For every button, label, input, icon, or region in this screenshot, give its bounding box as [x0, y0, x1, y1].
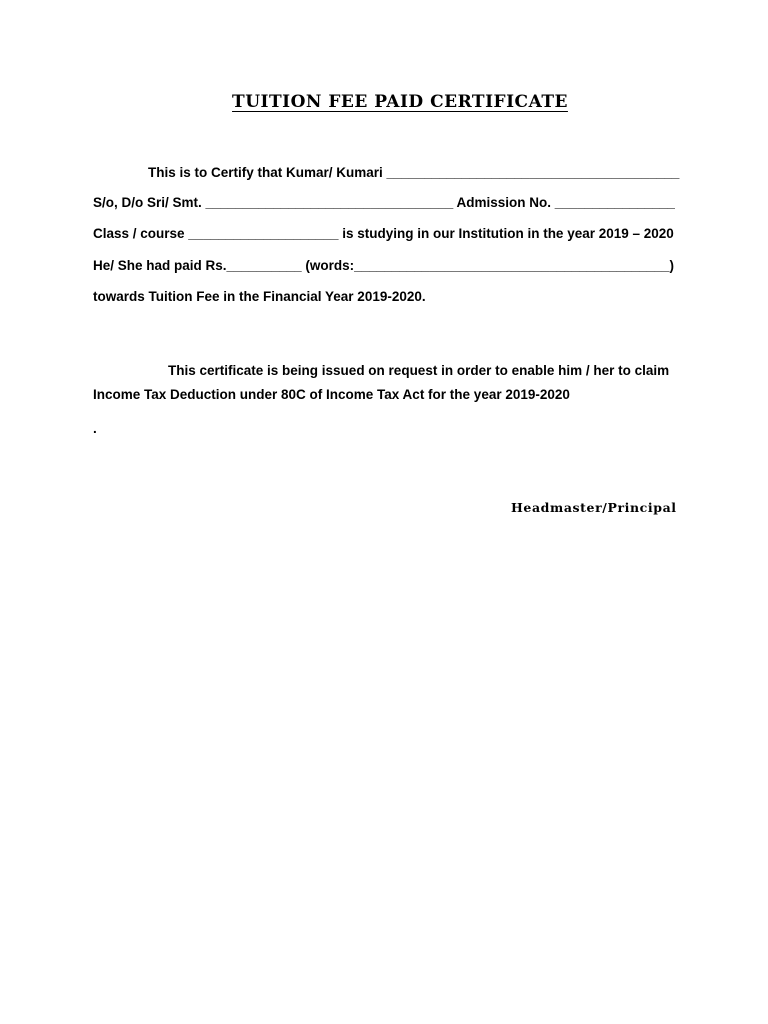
purpose-line-1: This certificate is being issued on request in order to enable him / her to claim	[168, 363, 670, 378]
financial-year-line: towards Tuition Fee in the Financial Year 2019-2020.	[93, 289, 426, 304]
parent-admission-line: S/o, D/o Sri/ Smt. _________________________________ Admission No. ________________	[93, 195, 675, 210]
stray-period: .	[93, 421, 97, 436]
signatory-label: Headmaster/Principal	[511, 500, 677, 515]
purpose-line-2: Income Tax Deduction under 80C of Income Tax Act for the year 2019-2020	[93, 387, 570, 402]
certificate-title: TUITION FEE PAID CERTIFICATE	[232, 92, 568, 112]
certify-line: This is to Certify that Kumar/ Kumari _______________________________________	[148, 165, 680, 180]
fee-paid-line: He/ She had paid Rs.__________ (words:__________________________________________)	[93, 258, 674, 273]
class-course-line: Class / course ____________________ is studying in our Institution in the year 2019 – 2020	[93, 226, 674, 241]
